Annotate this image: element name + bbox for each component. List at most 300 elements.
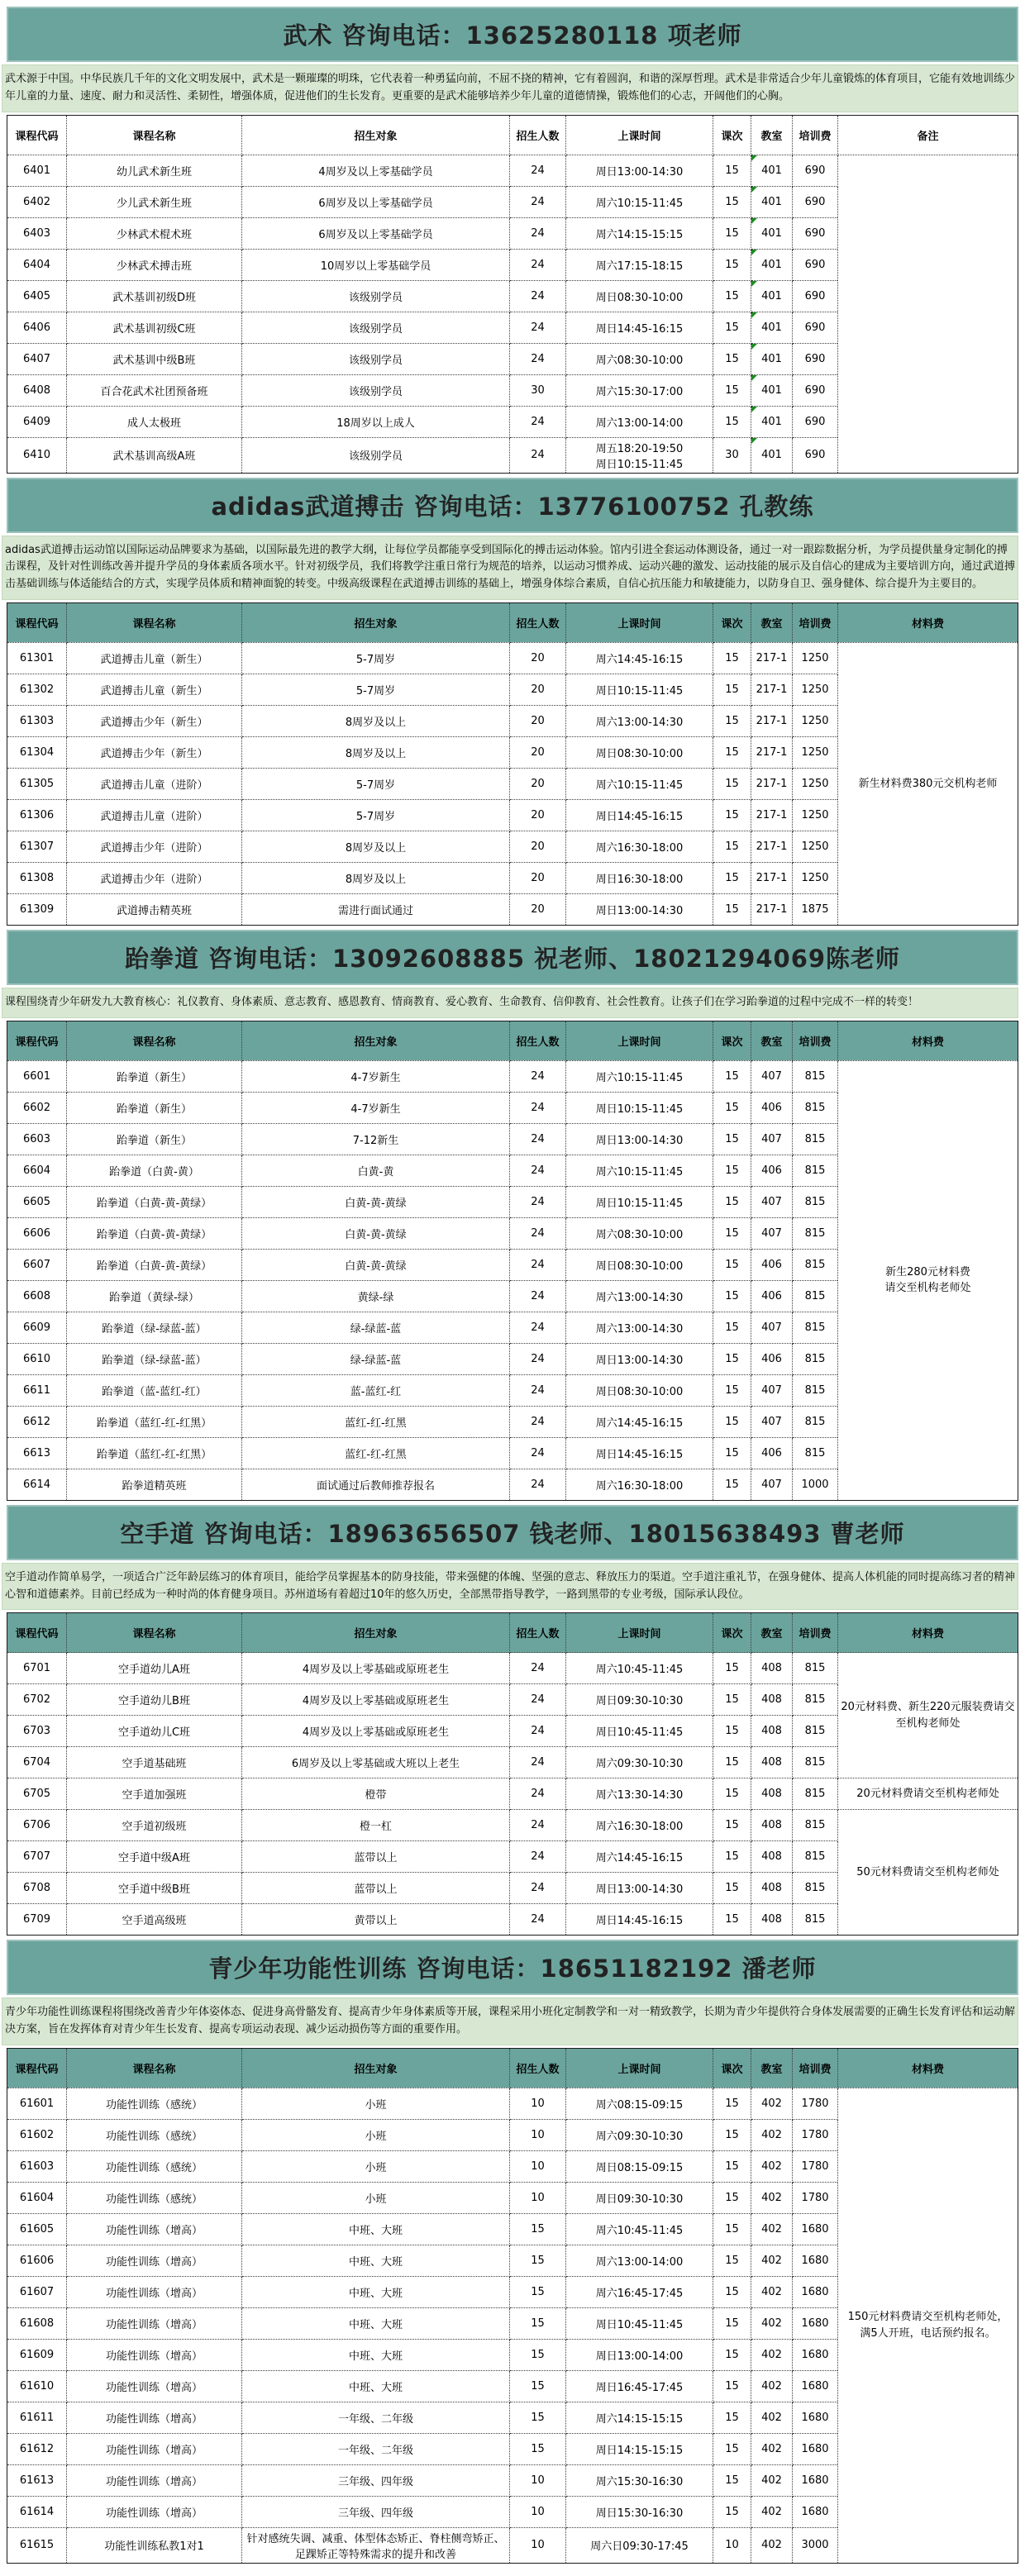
cell-code [7, 2464, 67, 2496]
cell-target [242, 2119, 510, 2150]
cell-code [7, 249, 67, 280]
cell-name [67, 2496, 242, 2527]
cell-value: 周日13:00-14:00 [595, 2350, 684, 2363]
cell-value: 周日08:30-10:00 [595, 747, 684, 760]
cell-name [67, 1123, 242, 1155]
cell-value: 1875 [801, 902, 829, 916]
cell-value: 24 [531, 1321, 545, 1334]
cell-fee [793, 2276, 838, 2307]
cell-value: 1250 [801, 683, 829, 696]
cell-sessions [713, 642, 751, 674]
cell-value: 24 [531, 1913, 545, 1926]
cell-time [566, 1217, 713, 1249]
cell-room [751, 1280, 793, 1312]
cell-sessions [713, 2433, 751, 2464]
cell-value: 406 [761, 1446, 782, 1459]
cell-size [510, 217, 566, 249]
cell-value: 武道搏击少年（进阶） [100, 873, 208, 886]
cell-value: 1780 [801, 2191, 829, 2204]
cell-value: 6405 [22, 289, 51, 302]
cell-value: 15 [531, 2316, 545, 2330]
cell-value: 24 [531, 1756, 545, 1769]
cell-value: 401 [761, 258, 782, 271]
cell-size [510, 1060, 566, 1092]
course-table-adidas-boxing [7, 602, 1018, 926]
column-header-c-note: 材料费 [838, 1613, 1018, 1653]
material-fee-note: 20元材料费、新生220元服装费请交 至机构老师处 [838, 1653, 1018, 1778]
cell-value: 15 [725, 1662, 739, 1675]
cell-value: 周日08:30-10:00 [595, 1385, 684, 1398]
cell-sessions [713, 249, 751, 280]
cell-code [7, 1841, 67, 1873]
column-header-c-note: 材料费 [838, 2048, 1018, 2088]
cell-value: 1680 [801, 2379, 829, 2393]
cell-value: 8周岁及以上 [345, 747, 407, 760]
cell-value: 1780 [801, 2128, 829, 2141]
cell-value: 8周岁及以上 [345, 716, 407, 729]
cell-name [67, 2527, 242, 2563]
cell-code [7, 768, 67, 799]
cell-value: 20 [531, 683, 545, 696]
cell-value: 6410 [22, 449, 51, 462]
cell-value: 690 [804, 383, 826, 397]
cell-name [67, 736, 242, 768]
column-header-c-time: 上课时间 [566, 1613, 713, 1653]
cell-size [510, 1653, 566, 1684]
cell-target [242, 705, 510, 736]
cell-value: 61612 [19, 2442, 55, 2455]
cell-code [7, 343, 67, 374]
column-header-c-count: 课次 [713, 602, 751, 642]
cell-value: 408 [761, 1788, 782, 1801]
cell-value: 1680 [801, 2442, 829, 2455]
cell-value: 20 [531, 840, 545, 853]
cell-value: 周六14:15-15:15 [595, 228, 684, 241]
cell-name [67, 406, 242, 437]
cell-code [7, 893, 67, 925]
cell-name [67, 2245, 242, 2276]
cell-value: 6607 [22, 1258, 51, 1271]
cell-fee [793, 862, 838, 893]
cell-value: 690 [804, 226, 826, 240]
cell-value: 6603 [22, 1132, 51, 1145]
cell-value: 6602 [22, 1101, 51, 1114]
cell-value: 401 [761, 321, 782, 334]
cell-room [751, 1092, 793, 1123]
cell-value: 4周岁及以上零基础或原班老生 [302, 1695, 450, 1708]
cell-size [510, 1186, 566, 1217]
cell-value: 周六10:45-11:45 [595, 2224, 684, 2237]
cell-value: 周日10:45-11:45 [595, 1726, 684, 1740]
cell-value: 5-7周岁 [355, 653, 396, 666]
cell-room [751, 2307, 793, 2339]
cell-target [242, 1092, 510, 1123]
cell-fee [793, 249, 838, 280]
cell-size [510, 343, 566, 374]
cell-size [510, 1374, 566, 1406]
cell-fee [793, 1810, 838, 1841]
cell-value: 24 [531, 321, 545, 334]
cell-value: 6704 [22, 1756, 51, 1769]
cell-size [510, 2496, 566, 2527]
cell-name [67, 1060, 242, 1092]
cell-name [67, 280, 242, 312]
cell-code [7, 1312, 67, 1343]
cell-value: 217-1 [756, 651, 788, 664]
cell-value: 15 [531, 2411, 545, 2424]
cell-sessions [713, 437, 751, 473]
cell-value: 空手道中级A班 [118, 1852, 190, 1865]
cell-target [242, 831, 510, 862]
cell-sessions [713, 1778, 751, 1810]
section-title-taekwondo: 跆拳道 咨询电话：13092608885 祝老师、18021294069陈老师 [7, 930, 1018, 985]
cell-value: 24 [531, 258, 545, 271]
cell-value: 跆拳道（黄绿-绿） [109, 1291, 199, 1304]
cell-name [67, 2464, 242, 2496]
cell-value: 815 [804, 1415, 826, 1428]
cell-name [67, 2119, 242, 2150]
cell-size [510, 642, 566, 674]
cell-value: 百合花武术社团预备班 [100, 385, 208, 398]
cell-room [751, 2182, 793, 2213]
cell-sessions [713, 862, 751, 893]
cell-size [510, 1810, 566, 1841]
cell-value: 白黄-黄-黄绿 [345, 1228, 407, 1241]
cell-sessions [713, 1406, 751, 1437]
cell-fee [793, 1873, 838, 1904]
cell-room [751, 674, 793, 705]
cell-value: 15 [725, 2222, 739, 2236]
cell-value: 24 [531, 1352, 545, 1365]
section-description-functional-training: 青少年功能性训练课程将围绕改善青少年体姿体态、促进身高骨骼发育、提高青少年身体素质等开展，课程采用小班化定制教学和一对一精致教学，长期为青少年提供符合身体发展需要的正确生长发育评估和运动解决方案，旨在发挥体育对青少年生长发育、提高专项运动表现、减少运动损伤等方面的重要作用。 [2, 1997, 1018, 2045]
cell-time [566, 2182, 713, 2213]
cell-value: 周六13:00-14:30 [595, 1322, 684, 1336]
material-fee-note: 20元材料费请交至机构老师处 [838, 1778, 1018, 1810]
cell-size [510, 2339, 566, 2370]
cell-value: 跆拳道（蓝红-红-红黑） [96, 1417, 212, 1430]
cell-room [751, 1841, 793, 1873]
cell-value: 功能性训练（感统） [105, 2130, 203, 2143]
cell-value: 407 [761, 1226, 782, 1240]
cell-value: 20 [531, 871, 545, 884]
cell-value: 周日13:00-14:30 [595, 165, 684, 179]
cell-value: 跆拳道（白黄-黄-黄绿） [96, 1197, 212, 1210]
cell-target [242, 1684, 510, 1716]
cell-value: 蓝带以上 [354, 1883, 398, 1897]
cell-value: 61615 [19, 2539, 55, 2552]
cell-time [566, 642, 713, 674]
cell-value: 24 [531, 1258, 545, 1271]
cell-fee [793, 217, 838, 249]
cell-value: 6612 [22, 1415, 51, 1428]
cell-value: 217-1 [756, 745, 788, 759]
cell-room [751, 280, 793, 312]
cell-value: 402 [761, 2442, 782, 2455]
cell-time [566, 2464, 713, 2496]
cell-code [7, 1873, 67, 1904]
cell-value: 中班、大班 [348, 2224, 403, 2237]
cell-value: 20 [531, 714, 545, 727]
cell-value: 1680 [801, 2254, 829, 2267]
cell-value: 周日16:30-18:00 [595, 873, 684, 886]
cell-value: 6周岁及以上零基础或大班以上老生 [291, 1758, 460, 1771]
section-description-taekwondo: 课程围绕青少年研发九大教育核心：礼仪教育、身体素质、意志教育、感恩教育、情商教育、爱心教育、生命教育、信仰教育、社会性教育。让孩子们在学习跆拳道的过程中完成不一样的转变！ [2, 988, 1018, 1018]
cell-value: 15 [725, 2128, 739, 2141]
cell-value: 周六16:30-18:00 [595, 841, 684, 855]
cell-value: 815 [804, 1195, 826, 1208]
cell-fee [793, 1841, 838, 1873]
cell-value: 24 [531, 289, 545, 302]
cell-code [7, 2307, 67, 2339]
cell-value: 815 [804, 1913, 826, 1926]
cell-time [566, 2496, 713, 2527]
cell-name [67, 2088, 242, 2119]
cell-value: 15 [725, 1446, 739, 1459]
cell-size [510, 1437, 566, 1469]
cell-value: 815 [804, 1132, 826, 1145]
cell-room [751, 2496, 793, 2527]
cell-time [566, 1123, 713, 1155]
cell-sessions [713, 1092, 751, 1123]
cell-value: 690 [804, 258, 826, 271]
cell-value: 橙带 [365, 1789, 387, 1802]
cell-target [242, 2433, 510, 2464]
cell-size [510, 893, 566, 925]
cell-room [751, 155, 793, 186]
cell-value: 24 [531, 1289, 545, 1302]
column-header-c-fee: 培训费 [793, 602, 838, 642]
cell-value: 24 [531, 1069, 545, 1083]
cell-fee [793, 1374, 838, 1406]
cell-value: 周六10:45-11:45 [595, 1664, 684, 1677]
cell-name [67, 1437, 242, 1469]
cell-value: 周日13:00-14:30 [595, 904, 684, 917]
cell-size [510, 2307, 566, 2339]
cell-fee [793, 2402, 838, 2433]
cell-time [566, 2213, 713, 2245]
cell-value: 跆拳道（新生） [116, 1071, 192, 1084]
cell-target [242, 1280, 510, 1312]
cell-value: 10 [531, 2128, 545, 2141]
cell-fee [793, 437, 838, 473]
cell-code [7, 2213, 67, 2245]
cell-time [566, 217, 713, 249]
cell-value: 24 [531, 1446, 545, 1459]
cell-value: 402 [761, 2348, 782, 2361]
cell-value: 周日16:45-17:45 [595, 2381, 684, 2394]
cell-fee [793, 1123, 838, 1155]
cell-value: 61309 [19, 902, 55, 916]
cell-value: 小班 [365, 2130, 387, 2143]
cell-time [566, 1873, 713, 1904]
cell-size [510, 2276, 566, 2307]
cell-fee [793, 374, 838, 406]
cell-value: 武道搏击儿童（进阶） [100, 810, 208, 823]
cell-value: 功能性训练（感统） [105, 2098, 203, 2112]
cell-time [566, 1280, 713, 1312]
cell-time [566, 2276, 713, 2307]
cell-value: 功能性训练（增高） [105, 2412, 203, 2426]
cell-value: 蓝带以上 [354, 1852, 398, 1865]
cell-value: 402 [761, 2505, 782, 2518]
cell-code [7, 674, 67, 705]
cell-value: 690 [804, 449, 826, 462]
cell-target [242, 736, 510, 768]
cell-time [566, 1249, 713, 1280]
cell-value: 跆拳道（白黄-黄-黄绿） [96, 1228, 212, 1241]
cell-value: 61610 [19, 2379, 55, 2393]
cell-value: 61608 [19, 2316, 55, 2330]
cell-value: 周六16:30-18:00 [595, 1479, 684, 1493]
cell-time [566, 2433, 713, 2464]
cell-value: 绿-绿蓝-蓝 [350, 1354, 402, 1367]
cell-code [7, 1437, 67, 1469]
cell-value: 15 [725, 1226, 739, 1240]
cell-code [7, 155, 67, 186]
cell-size [510, 1217, 566, 1249]
cell-value: 1680 [801, 2316, 829, 2330]
cell-value: 白黄-黄 [357, 1165, 394, 1178]
cell-value: 该级别学员 [348, 322, 403, 336]
course-row-61601 [7, 2088, 1018, 2119]
cell-sessions [713, 2150, 751, 2182]
cell-target [242, 1343, 510, 1374]
cell-code [7, 705, 67, 736]
cell-time [566, 1747, 713, 1778]
cell-value: 周六08:30-10:00 [595, 354, 684, 367]
cell-value: 15 [725, 2474, 739, 2487]
cell-value: 15 [725, 1101, 739, 1114]
course-table-taekwondo [7, 1021, 1018, 1501]
cell-value: 针对感统失调、减重、体型体态矫正、脊柱侧弯矫正、足踝矫正等特殊需求的提升和改善 [246, 2532, 505, 2561]
cell-room [751, 217, 793, 249]
cell-value: 周六15:30-17:00 [595, 385, 684, 398]
cell-value: 15 [725, 2191, 739, 2204]
cell-value: 小班 [365, 2161, 387, 2174]
cell-target [242, 1406, 510, 1437]
cell-code [7, 736, 67, 768]
cell-room [751, 249, 793, 280]
cell-value: 一年级、二年级 [337, 2412, 413, 2426]
cell-value: 406 [761, 1101, 782, 1114]
cell-target [242, 1312, 510, 1343]
cell-value: 6605 [22, 1195, 51, 1208]
cell-room [751, 1060, 793, 1092]
cell-value: 217-1 [756, 840, 788, 853]
cell-target [242, 1186, 510, 1217]
cell-value: 15 [725, 1383, 739, 1397]
cell-fee [793, 2370, 838, 2402]
cell-value: 周六15:30-16:30 [595, 2475, 684, 2488]
cell-code [7, 2150, 67, 2182]
cell-value: 跆拳道（白黄-黄-黄绿） [96, 1259, 212, 1273]
cell-room [751, 2370, 793, 2402]
cell-target [242, 437, 510, 473]
comment-flag-icon [751, 187, 757, 193]
cell-code [7, 2496, 67, 2527]
cell-value: 5-7周岁 [355, 779, 396, 792]
cell-sessions [713, 2088, 751, 2119]
cell-name [67, 1841, 242, 1873]
cell-value: 15 [725, 2379, 739, 2393]
cell-target [242, 2182, 510, 2213]
cell-value: 7-12新生 [352, 1134, 399, 1147]
cell-value: 24 [531, 1164, 545, 1177]
cell-value: 周日14:45-16:15 [595, 1915, 684, 1928]
cell-target [242, 862, 510, 893]
column-header-c-note: 备注 [838, 115, 1018, 155]
cell-room [751, 1653, 793, 1684]
cell-time [566, 280, 713, 312]
cell-size [510, 1469, 566, 1500]
cell-value: 6613 [22, 1446, 51, 1459]
cell-value: 15 [725, 871, 739, 884]
cell-value: 空手道幼儿C班 [117, 1726, 191, 1740]
cell-room [751, 768, 793, 799]
cell-value: 61611 [19, 2411, 55, 2424]
cell-value: 蓝红-红-红黑 [345, 1448, 407, 1461]
cell-name [67, 1469, 242, 1500]
cell-value: 武术基训初级C班 [112, 322, 196, 336]
cell-value: 周日10:15-11:45 [595, 1102, 684, 1116]
cell-fee [793, 155, 838, 186]
cell-size [510, 1123, 566, 1155]
cell-name [67, 705, 242, 736]
cell-code [7, 2182, 67, 2213]
cell-value: 1680 [801, 2411, 829, 2424]
cell-target [242, 2150, 510, 2182]
cell-value: 815 [804, 1101, 826, 1114]
cell-value: 815 [804, 1226, 826, 1240]
cell-value: 6608 [22, 1289, 51, 1302]
cell-value: 15 [725, 902, 739, 916]
cell-value: 中班、大班 [348, 2318, 403, 2331]
cell-value: 15 [725, 1913, 739, 1926]
cell-value: 401 [761, 289, 782, 302]
cell-name [67, 186, 242, 217]
cell-value: 15 [531, 2285, 545, 2298]
cell-name [67, 768, 242, 799]
cell-value: 6404 [22, 258, 51, 271]
cell-value: 402 [761, 2539, 782, 2552]
cell-sessions [713, 1123, 751, 1155]
cell-code [7, 374, 67, 406]
cell-size [510, 2370, 566, 2402]
cell-fee [793, 2527, 838, 2563]
cell-target [242, 1249, 510, 1280]
cell-value: 408 [761, 1725, 782, 1738]
cell-name [67, 1343, 242, 1374]
column-header-c-size: 招生人数 [510, 1613, 566, 1653]
cell-value: 5-7周岁 [355, 684, 396, 698]
cell-value: 24 [531, 1662, 545, 1675]
cell-target [242, 1437, 510, 1469]
section-title-functional-training: 青少年功能性训练 咨询电话：18651182192 潘老师 [7, 1940, 1018, 1995]
section-taekwondo [7, 930, 1018, 1501]
cell-fee [793, 1312, 838, 1343]
cell-value: 815 [804, 1289, 826, 1302]
cell-room [751, 2245, 793, 2276]
cell-name [67, 799, 242, 831]
cell-value: 408 [761, 1662, 782, 1675]
column-header-c-count: 课次 [713, 1613, 751, 1653]
cell-value: 周六日09:30-17:45 [590, 2540, 689, 2554]
cell-value: 白黄-黄-黄绿 [345, 1197, 407, 1210]
cell-room [751, 2088, 793, 2119]
cell-name [67, 1684, 242, 1716]
cell-value: 6707 [22, 1850, 51, 1864]
cell-time [566, 1841, 713, 1873]
